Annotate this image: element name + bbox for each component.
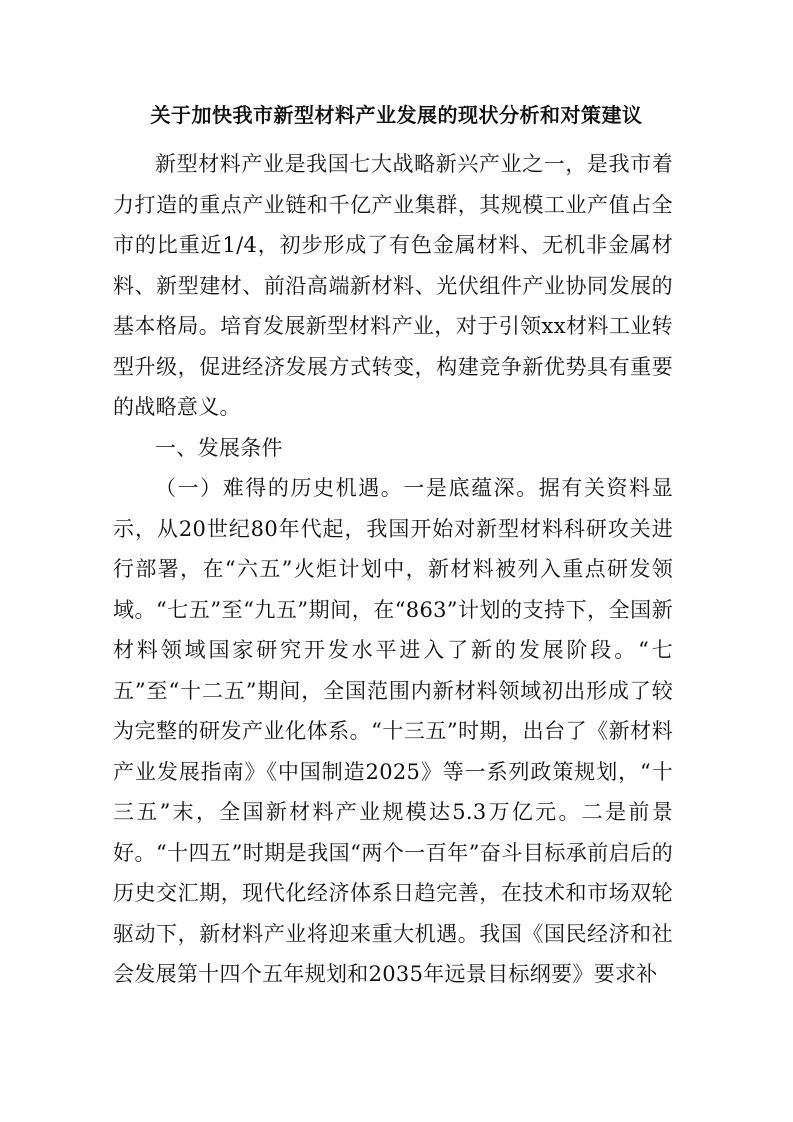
paragraph-opportunity: （一）难得的历史机遇。一是底蕴深。据有关资料显示，从20世纪80年代起，我国开始对新型材料科研攻关进行部署，在“六五”火炬计划中，新材料被列入重点研发领域。“七五”至“九五”期间，在“863”计划的支持下，全国新材料领域国家研究开发水平进入了新的发展阶段。“七五”至“十二五”期间，全国范围内新材料领域初出形成了较为完整的研发产业化体系。“十三五”时期，出台了《新材料产业发展指南》《中国制造2025》等一系列政策规划，“十三五”末，全国新材料产业规模达5.3万亿元。二是前景好。“十四五”时期是我国“两个一百年”奋斗目标承前启后的历史交汇期，现代化经济体系日趋完善，在技术和市场双轮驱动下，新材料产业将迎来重大机遇。我国《国民经济和社会发展第十四个五年规划和2035年远景目标纲要》要求补 bbox=[113, 476, 673, 986]
document-body bbox=[113, 144, 673, 995]
document-title: 关于加快我市新型材料产业发展的现状分析和对策建议 bbox=[150, 103, 643, 127]
section-heading: 一、发展条件 bbox=[155, 435, 283, 460]
paragraph-intro: 新型材料产业是我国七大战略新兴产业之一，是我市着力打造的重点产业链和千亿产业集群，其规模工业产值占全市的比重近1/4，初步形成了有色金属材料、无机非金属材料、新型建材、前沿高端新材料、光伏组件产业协同发展的基本格局。培育发展新型材料产业，对于引领xx材料工业转型升级，促进经济发展方式转变，构建竞争新优势具有重要的战略意义。 bbox=[113, 152, 673, 419]
